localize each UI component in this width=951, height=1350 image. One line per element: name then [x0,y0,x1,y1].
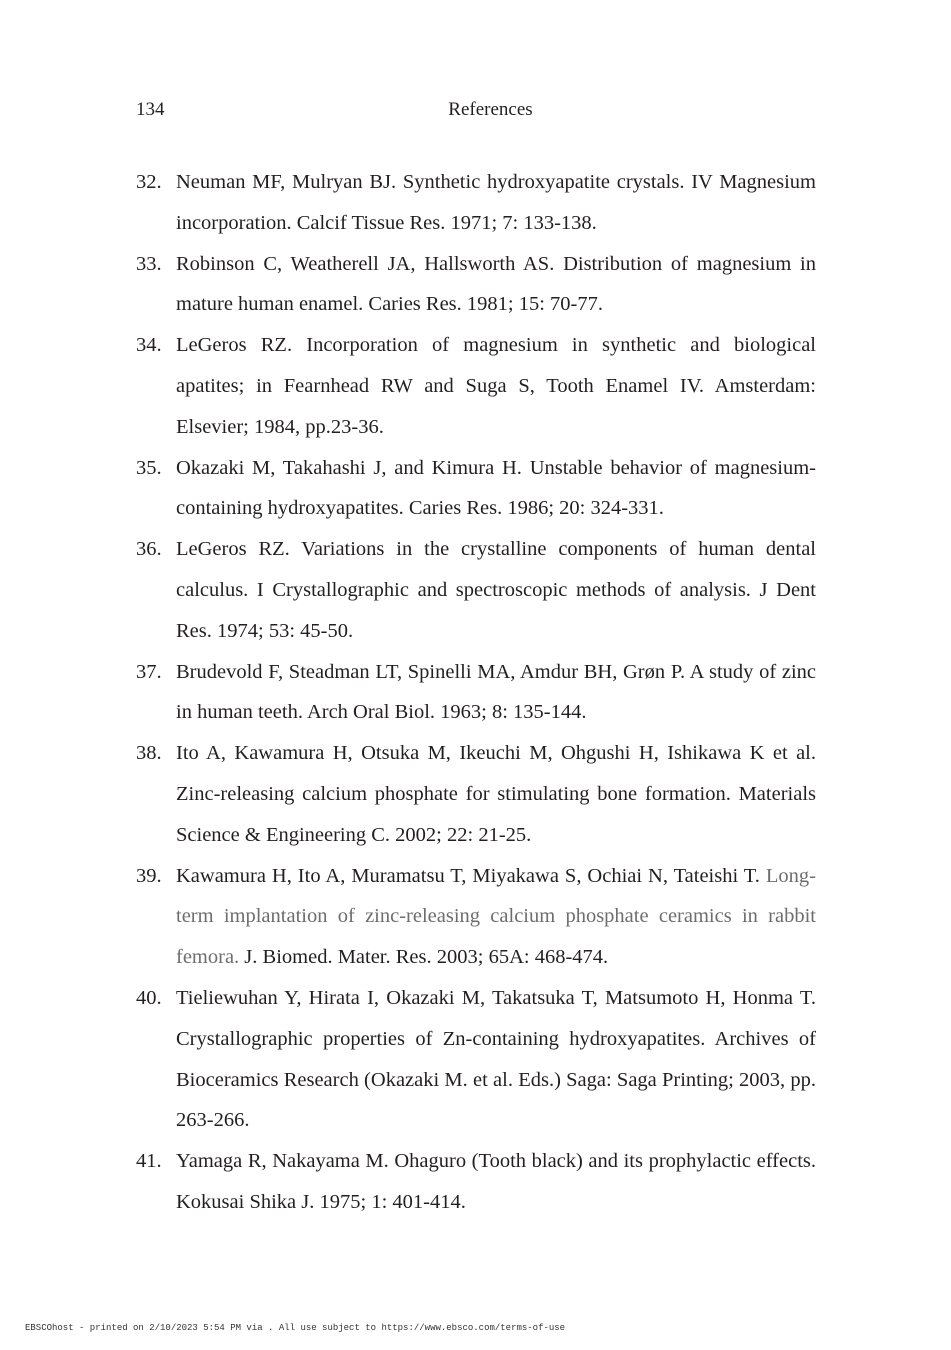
reference-text [176,334,816,438]
reference-number: 35. [136,456,162,479]
reference-list [136,162,816,1223]
reference-segment: Okazaki M, Takahashi J, and Kimura H. Unstable behavior of magnesium-containing hydroxyapatites. Caries Res. 1986; 20: 324-331. [176,456,816,520]
reference-number: 34. [136,334,162,357]
reference-text [176,457,816,520]
reference-segment: Brudevold F, Steadman LT, Spinelli MA, Amdur BH, Grøn P. A study of zinc in human teeth. Arch Oral Biol. 1963; 8: 135-144. [176,660,816,724]
reference-number: 36. [136,538,162,561]
reference-number: 40. [136,986,162,1009]
reference-item [136,325,816,447]
reference-number: 38. [136,742,162,765]
reference-item [136,1141,816,1223]
reference-number: 41. [136,1150,162,1173]
reference-item [136,978,816,1141]
reference-segment: LeGeros RZ. Variations in the crystalline components of human dental calculus. I Crystallographic and spectroscopic methods of analysis. J Dent Res. 1974; 53: 45-50. [176,538,816,642]
reference-item [136,529,816,651]
reference-number: 37. [136,660,162,683]
reference-text [176,742,816,846]
reference-segment: Robinson C, Weatherell JA, Hallsworth AS. Distribution of magnesium in mature human enamel. Caries Res. 1981; 15: 70-77. [176,252,816,316]
reference-segment: Ito A, Kawamura H, Otsuka M, Ikeuchi M, Ohgushi H, Ishikawa K et al. Zinc-releasing calcium phosphate for stimulating bone formation. Materials Science & Engineering C. 2002; 22: 21-25. [176,742,816,846]
reference-text [176,1150,816,1213]
reference-text [176,865,816,969]
reference-segment: J. Biomed. Mater. Res. 2003; 65A: 468-474. [239,946,609,969]
reference-linked-title: Long-term implantation of zinc-releasing calcium phosphate ceramics in rabbit femora. [176,864,816,969]
reference-item [136,733,816,855]
reference-item [136,856,816,978]
running-title: References [448,99,533,120]
reference-text [176,661,816,724]
reference-number: 33. [136,252,162,275]
reference-segment: Tieliewuhan Y, Hirata I, Okazaki M, Takatsuka T, Matsumoto H, Honma T. Crystallographic properties of Zn-containing hydroxyapatites. Archives of Bioceramics Research (Okazaki M. et al. Eds.) Saga: Saga Printing; 2003, pp. 263-266. [176,986,816,1132]
reference-segment: LeGeros RZ. Incorporation of magnesium in synthetic and biological apatites; in Fearnhead RW and Suga S, Tooth Enamel IV. Amsterdam: Elsevier; 1984, pp.23-36. [176,334,816,438]
reference-text [176,253,816,316]
reference-text [176,538,816,642]
reference-item [136,162,816,244]
reference-item [136,652,816,734]
reference-item [136,448,816,530]
reference-segment: Yamaga R, Nakayama M. Ohaguro (Tooth black) and its prophylactic effects. Kokusai Shika J. 1975; 1: 401-414. [176,1150,816,1213]
reference-text [176,171,816,234]
reference-text [176,987,816,1131]
reference-number: 32. [136,171,162,193]
footer-notice: EBSCOhost - printed on 2/10/2023 5:54 PM via . All use subject to https://www.ebsco.com/terms-of-use [25,1323,566,1333]
reference-segment: Kawamura H, Ito A, Muramatsu T, Miyakawa S, Ochiai N, Tateishi T. [176,864,766,887]
page-number: 134 [136,99,165,120]
reference-segment: Neuman MF, Mulryan BJ. Synthetic hydroxyapatite crystals. IV Magnesium incorporation. Calcif Tissue Res. 1971; 7: 133-138. [176,171,816,234]
reference-number: 39. [136,864,162,887]
reference-item [136,244,816,326]
